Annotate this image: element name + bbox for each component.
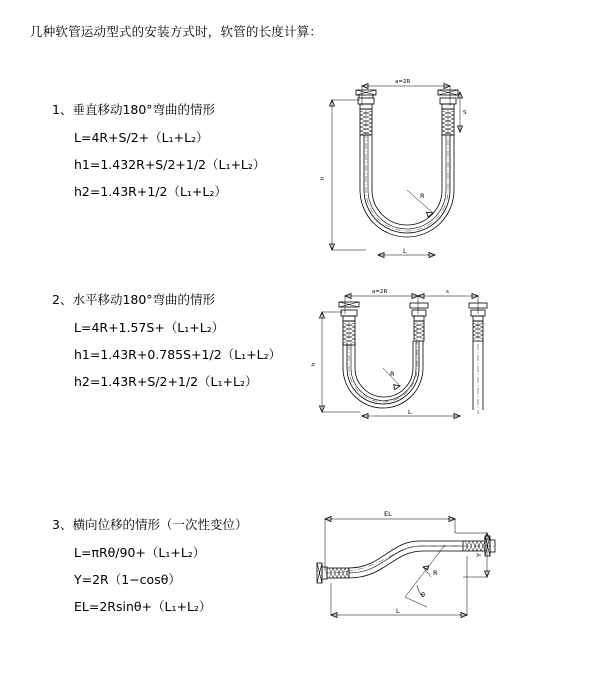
section-1-text — [52, 100, 312, 209]
section-2-formula-2: h1=1.43R+0.785S+1/2（L₁+L₂） — [74, 347, 282, 362]
svg-text:EL: EL — [384, 510, 392, 518]
svg-text:L: L — [408, 408, 412, 416]
svg-text:θ: θ — [421, 591, 425, 599]
section-1-formula-3: h2=1.43R+1/2（L₁+L₂） — [74, 184, 227, 199]
section-1-formula-2: h1=1.432R+S/2+1/2（L₁+L₂） — [74, 157, 266, 172]
section-3-formula-1: L=πRθ/90+（L₁+L₂） — [74, 545, 206, 560]
section-3-formula-3: EL=2Rsinθ+（L₁+L₂） — [74, 599, 212, 614]
lateral-offset-diagram — [295, 505, 525, 635]
svg-text:h: h — [320, 176, 326, 180]
svg-text:L: L — [396, 607, 400, 615]
section-1-formula-1: L=4R+S/2+（L₁+L₂） — [74, 130, 209, 145]
section-2-formula-1: L=4R+1.57S+（L₁+L₂） — [74, 320, 225, 335]
section-2-heading: 2、水平移动180°弯曲的情形 — [52, 292, 216, 307]
svg-text:Y: Y — [475, 553, 483, 557]
svg-text:s: s — [446, 289, 449, 295]
page-title: 几种软管运动型式的安装方式时，软管的长度计算： — [30, 24, 323, 39]
horizontal-180-bend-diagram — [300, 280, 530, 450]
section-3-text — [52, 515, 312, 624]
vertical-180-bend-diagram — [300, 70, 520, 285]
svg-text:R: R — [420, 192, 425, 200]
section-1-heading: 1、垂直移动180°弯曲的情形 — [52, 102, 216, 117]
svg-text:L: L — [403, 247, 407, 255]
section-2-formula-3: h2=1.43R+S/2+1/2（L₁+L₂） — [74, 374, 258, 389]
section-3-heading: 3、横向位移的情形（一次性变位） — [52, 517, 248, 532]
svg-text:a=2R: a=2R — [372, 289, 388, 295]
svg-text:a=2R: a=2R — [395, 79, 411, 85]
section-2-text — [52, 290, 312, 399]
section-3-formula-2: Y=2R（1−cosθ） — [74, 572, 181, 587]
svg-text:R: R — [390, 370, 395, 378]
svg-text:h: h — [311, 362, 317, 366]
svg-text:R: R — [433, 569, 438, 577]
svg-text:S: S — [463, 110, 467, 116]
